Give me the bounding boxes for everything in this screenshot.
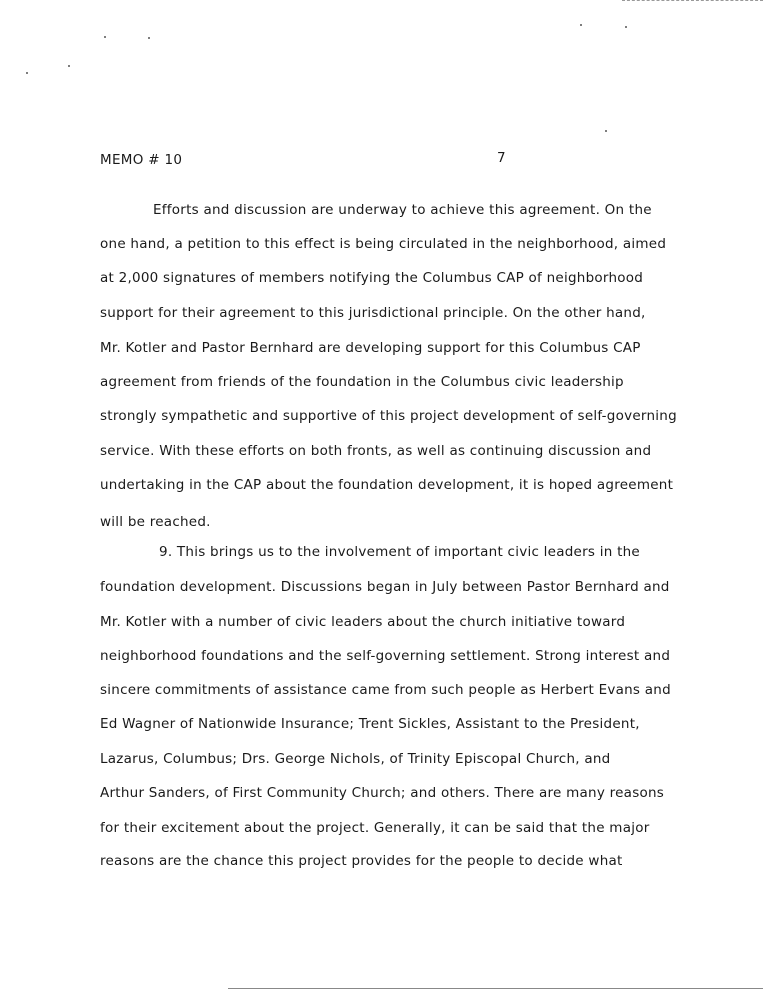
scan-speck <box>625 26 627 28</box>
text-line: 9. This brings us to the involvement of important civic leaders in the <box>159 544 640 560</box>
text-line: Efforts and discussion are underway to achieve this agreement. On the <box>153 202 652 218</box>
page-number: 7 <box>497 150 506 166</box>
scan-speck <box>148 37 150 39</box>
text-line: at 2,000 signatures of members notifying the Columbus CAP of neighborhood <box>100 270 644 286</box>
text-line: Lazarus, Columbus; Drs. George Nichols, of Trinity Episcopal Church, and <box>100 751 611 767</box>
text-line: Mr. Kotler and Pastor Bernhard are developing support for this Columbus CAP <box>100 340 641 356</box>
bottom-edge-rule <box>228 988 763 989</box>
text-line: neighborhood foundations and the self-governing settlement. Strong interest and <box>100 648 671 664</box>
text-line: sincere commitments of assistance came from such people as Herbert Evans and <box>100 682 671 698</box>
text-line: Ed Wagner of Nationwide Insurance; Trent Sickles, Assistant to the President, <box>100 716 640 732</box>
text-line: undertaking in the CAP about the foundation development, it is hoped agreement <box>100 477 674 493</box>
text-line: support for their agreement to this jurisdictional principle. On the other hand, <box>100 305 646 321</box>
text-line: will be reached. <box>100 514 211 530</box>
text-line: Arthur Sanders, of First Community Church; and others. There are many reasons <box>100 785 665 801</box>
scan-speck <box>605 130 607 132</box>
memo-label: MEMO # 10 <box>100 152 183 168</box>
text-line: reasons are the chance this project provides for the people to decide what <box>100 853 623 869</box>
scan-speck <box>26 72 28 74</box>
text-line: strongly sympathetic and supportive of this project development of self-governing <box>100 408 677 424</box>
text-line: for their excitement about the project. Generally, it can be said that the major <box>100 820 650 836</box>
scan-speck <box>68 65 70 67</box>
scan-speck <box>580 24 582 26</box>
scan-artifact-dots <box>622 0 763 3</box>
text-line: agreement from friends of the foundation in the Columbus civic leadership <box>100 374 624 390</box>
text-line: service. With these efforts on both fronts, as well as continuing discussion and <box>100 443 652 459</box>
scan-speck <box>104 36 106 38</box>
text-line: one hand, a petition to this effect is being circulated in the neighborhood, aimed <box>100 236 667 252</box>
text-line: Mr. Kotler with a number of civic leaders about the church initiative toward <box>100 614 626 630</box>
text-line: foundation development. Discussions began in July between Pastor Bernhard and <box>100 579 670 595</box>
